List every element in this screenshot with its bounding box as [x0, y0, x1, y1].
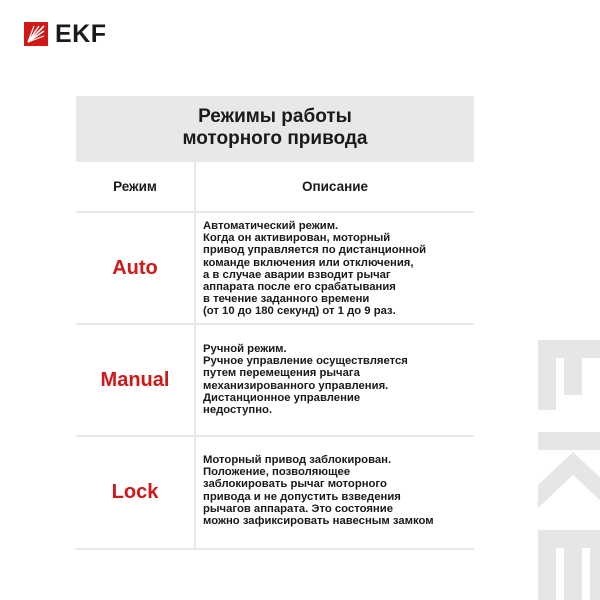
- description-line: рычагов аппарата. Это состояние: [203, 502, 393, 515]
- mode-label: Manual: [100, 368, 170, 391]
- header-description: Описание: [196, 162, 474, 211]
- table-row-manual-description: [196, 325, 474, 435]
- logo-text: EKF: [55, 20, 107, 48]
- description-line: можно зафиксировать навесным замком: [203, 515, 434, 528]
- description-line: механизированного управления.: [203, 379, 389, 392]
- header-mode: Режим: [76, 162, 194, 211]
- description-line: аппарата после его срабатывания: [203, 281, 396, 294]
- description-line: Ручное управление осуществляется: [203, 355, 408, 368]
- description-line: Ручной режим.: [203, 343, 287, 355]
- table-row-auto-mode: [76, 213, 194, 323]
- ekf-logo-mark-icon: [24, 22, 48, 46]
- description-line: Когда он активирован, моторный: [203, 232, 391, 245]
- description-line: Положение, позволяющее: [203, 466, 351, 479]
- ekf-logo: [24, 22, 107, 46]
- description-line: Автоматический режим.: [203, 220, 339, 232]
- description-line: (от 10 до 180 секунд) от 1 до 9 раз.: [203, 305, 396, 318]
- table-row-lock-description: [196, 437, 474, 548]
- description-line: привода и не допустить взведения: [203, 490, 401, 503]
- description-line: привод управляется по дистанционной: [203, 244, 427, 257]
- description-line: недоступно.: [203, 404, 273, 417]
- description-line: заблокировать рычаг моторного: [203, 478, 387, 491]
- ekf-watermark-icon: [528, 340, 600, 600]
- table-row-lock-mode: [76, 437, 194, 548]
- table-title-line-2: моторного привода: [182, 128, 368, 149]
- description-line: путем перемещения рычага: [203, 367, 360, 380]
- table-title: [76, 96, 474, 160]
- mode-label: Auto: [112, 256, 158, 279]
- table-row-auto-description: [196, 213, 474, 323]
- description-line: Дистанционное управление: [203, 391, 361, 404]
- table-row-manual-mode: [76, 325, 194, 435]
- modes-table: [76, 96, 474, 550]
- description-line: а в случае аварии взводит рычаг: [203, 268, 391, 281]
- description-line: в течение заданного времени: [203, 293, 370, 306]
- description-line: Моторный привод заблокирован.: [203, 454, 392, 466]
- mode-label: Lock: [111, 481, 159, 503]
- table-title-line-1: Режимы работы: [198, 106, 352, 127]
- description-line: команде включения или отключения,: [203, 256, 414, 269]
